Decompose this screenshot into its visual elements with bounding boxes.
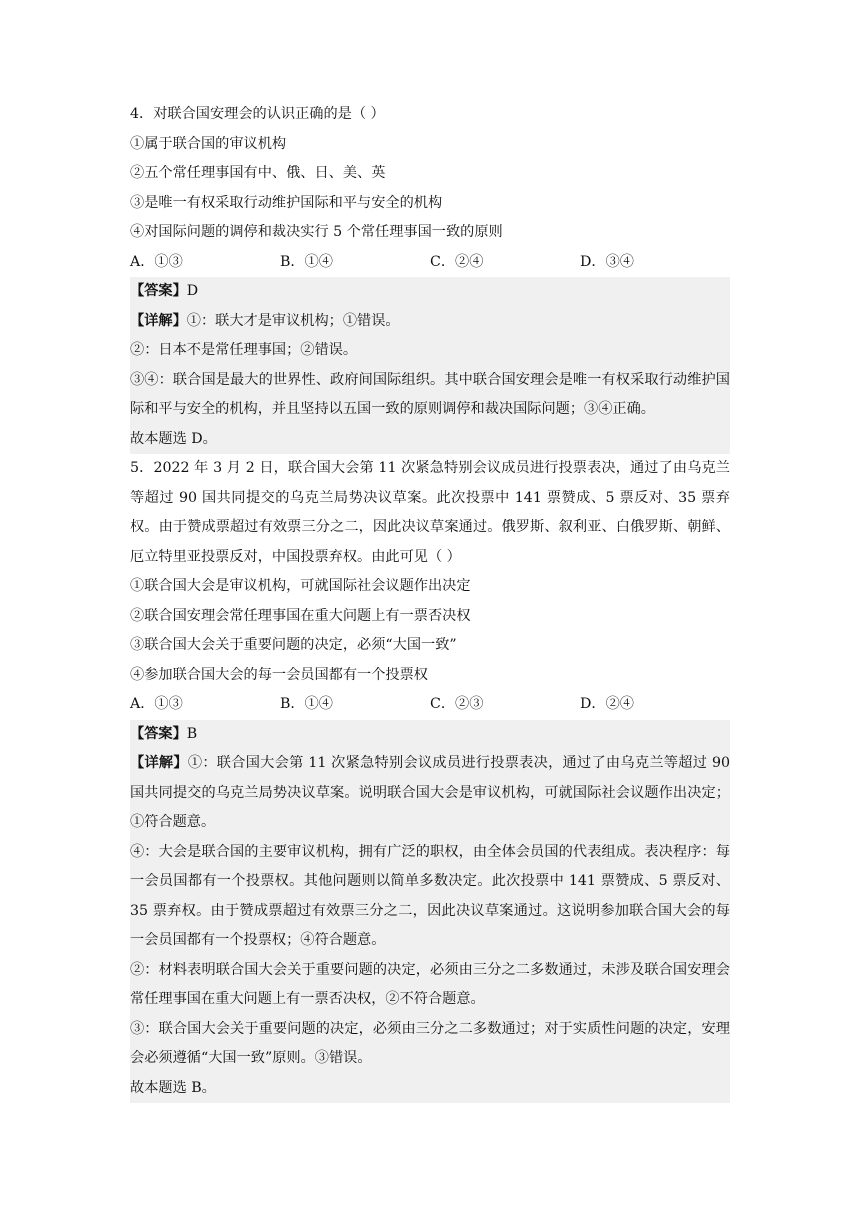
detail-paragraph: ②：材料表明联合国大会关于重要问题的决定，必须由三分之二多数通过，未涉及联合国安理会常任理事国在重大问题上有一票否决权，②不符合题意。: [130, 961, 730, 1007]
detail-paragraph: 故本题选 D。: [130, 430, 217, 447]
question-stem: 4．对联合国安理会的认识正确的是（ ）: [130, 106, 385, 122]
detail-paragraph: ③：联合国大会关于重要问题的决定，必须由三分之二多数通过；对于实质性问题的决定，安理会必须遵循“大国一致”原则。③错误。: [130, 1020, 730, 1066]
answer-options: [130, 690, 730, 720]
answer-line: [130, 277, 730, 307]
detail-text: ①：联大才是审议机构；①错误。: [186, 312, 400, 329]
detail-paragraph: ②：日本不是常任理事国；②错误。: [130, 342, 358, 358]
detail-line: [130, 749, 730, 838]
option-d: D．②④: [580, 696, 634, 712]
document-body: [130, 100, 730, 1103]
statement-item: ②联合国安理会常任理事国在重大问题上有一票否决权: [130, 607, 471, 624]
option-d: D．③④: [580, 253, 634, 270]
detail-text: ①：联合国大会第 11 次紧急特别会议成员进行投票表决，通过了由乌克兰等超过 90 国共同提交的乌克兰局势决议草案。说明联合国大会是审议机构，可就国际社会议题作出决定；①符合题意。: [130, 755, 730, 830]
answer-line: [130, 720, 730, 750]
option-a: A．①③: [130, 696, 183, 712]
statement-item: ③是唯一有权采取行动维护国际和平与安全的机构: [130, 194, 443, 211]
option-c: C．②④: [430, 253, 484, 270]
detail-paragraph: ③④：联合国是最大的世界性、政府间国际组织。其中联合国安理会是唯一有权采取行动维护国际和平与安全的机构，并且坚持以五国一致的原则调停和裁决国际问题；③④正确。: [130, 371, 730, 417]
detail-paragraph: 故本题选 B。: [130, 1079, 216, 1096]
option-c: C．②③: [430, 696, 484, 712]
answer-label: 【答案】: [130, 725, 187, 742]
answer-block: [130, 277, 730, 454]
answer-options: [130, 248, 730, 278]
option-b: B．①④: [280, 696, 333, 712]
statement-item: ④参加联合国大会的每一会员国都有一个投票权: [130, 666, 428, 683]
detail-label: 【详解】: [130, 312, 187, 329]
question-5: [130, 454, 730, 1103]
detail-line: [130, 307, 730, 337]
statement-item: ②五个常任理事国有中、俄、日、美、英: [130, 165, 386, 181]
option-b: B．①④: [280, 253, 333, 270]
detail-paragraph: ④：大会是联合国的主要审议机构，拥有广泛的职权，由全体会员国的代表组成。表决程序：每一会员国都有一个投票权。其他问题则以简单多数决定。此次投票中 141 票赞成、5 票反对、35 票弃权。由于赞成票超过有效票三分之二，因此决议草案通过。这说明参加联合国大会的每一会员国都有一个投票权；④符合题意。: [130, 843, 730, 948]
question-stem: 5．2022 年 3 月 2 日，联合国大会第 11 次紧急特别会议成员进行投票表决，通过了由乌克兰等超过 90 国共同提交的乌克兰局势决议草案。此次投票中 141 票赞成、5 票反对、35 票弃权。由于赞成票超过有效票三分之二，因此决议草案通过。俄罗斯、叙利亚、白俄罗斯、朝鲜、厄立特里亚投票反对，中国投票弃权。由此可见（ ）: [130, 460, 730, 565]
answer-block: [130, 720, 730, 1104]
answer-value: B: [186, 725, 198, 742]
statement-item: ④对国际问题的调停和裁决实行 5 个常任理事国一致的原则: [130, 224, 503, 240]
detail-label: 【详解】: [130, 755, 188, 771]
option-a: A．①③: [130, 253, 183, 270]
statement-item: ③联合国大会关于重要问题的决定，必须“大国一致”: [130, 637, 457, 653]
answer-value: D: [186, 283, 199, 299]
statement-item: ①属于联合国的审议机构: [130, 135, 287, 152]
statement-item: ①联合国大会是审议机构，可就国际社会议题作出决定: [130, 578, 471, 594]
answer-label: 【答案】: [130, 283, 187, 299]
question-4: [130, 100, 730, 454]
